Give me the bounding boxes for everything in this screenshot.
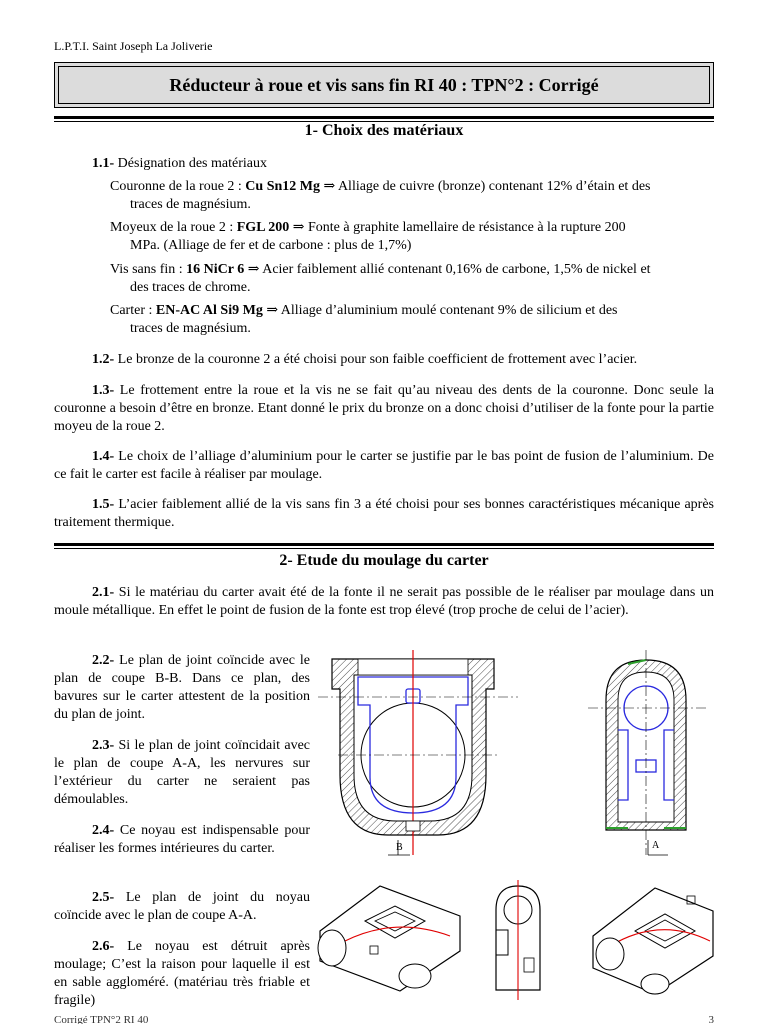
paragraph-number: 1.5- [92, 497, 115, 512]
paragraph-1-2 [54, 351, 714, 369]
paragraph-number: 1.1- [92, 156, 115, 171]
material-label: Moyeux de la roue 2 : [110, 220, 237, 235]
paragraph-1-1 [92, 155, 714, 173]
paragraph-number: 2.4- [92, 823, 115, 838]
paragraph-2-2 [54, 652, 310, 724]
page-number: 3 [708, 1014, 714, 1024]
paragraph-text: Le frottement entre la roue et la vis ne se fait qu’au niveau des dents de la couronne. Donc seule la couronne a besoin d’être en bronze. Etant donné le prix du bronze on a donc choisi d’utiliser de la fonte pour la partie moyeu de la roue 2. [54, 383, 714, 434]
material-desc: ⇒ Alliage d’aluminium moulé contenant 9% de silicium et des [262, 303, 618, 318]
material-desc-cont: traces de magnésium. [130, 197, 251, 212]
paragraph-1-3 [54, 382, 714, 436]
paragraph-text: Ce noyau est indispensable pour réaliser les formes intérieures du carter. [54, 823, 310, 856]
material-desc-cont: MPa. (Alliage de fer et de carbone : plus de 1,7%) [130, 238, 412, 253]
material-code: Cu Sn12 Mg [245, 179, 320, 194]
paragraph-text: Si le matériau du carter avait été de la fonte il ne serait pas possible de le réaliser par moulage dans un moule métallique. En effet le point de fusion de la fonte est trop élevé (trop proche de celui de l’acier). [54, 585, 714, 618]
core-isometric-right [585, 876, 720, 1001]
material-code: FGL 200 [236, 220, 290, 235]
material-label: Couronne de la roue 2 : [110, 179, 246, 194]
section-label-b: B [396, 842, 403, 853]
paragraph-text: Le choix de l’alliage d’aluminium pour le carter se justifie par le bas point de fusion de l’aluminium. De ce fait le carter est facile à réaliser par moulage. [54, 449, 714, 482]
core-isometric-left [310, 876, 470, 996]
material-item-carter [110, 302, 714, 338]
material-code: 16 NiCr 6 [186, 262, 245, 277]
paragraph-text: Le plan de joint du noyau coïncide avec le plan de coupe A-A. [54, 890, 310, 923]
paragraph-text: Le noyau est détruit après moulage; C’est la raison pour laquelle il est en sable aggloméré. (matériau très friable et fragile) [54, 939, 310, 1008]
material-item-vis [110, 261, 714, 297]
page-title: Réducteur à roue et vis sans fin RI 40 : TPN°2 : Corrigé [58, 66, 710, 104]
paragraph-2-1 [54, 584, 714, 620]
material-desc-cont: des traces de chrome. [130, 280, 251, 295]
paragraph-2-4 [54, 822, 310, 858]
section-rule [54, 548, 714, 549]
material-desc-cont: traces de magnésium. [130, 321, 251, 336]
paragraph-1-4 [54, 448, 714, 484]
paragraph-number: 2.6- [92, 939, 115, 954]
core-side-view [488, 880, 548, 1000]
material-item-moyeu [110, 219, 714, 255]
paragraph-2-5 [54, 889, 310, 925]
paragraph-text: L’acier faiblement allié de la vis sans fin 3 a été choisi pour ses bonnes caractéristiques mécanique après traitement thermique. [54, 497, 714, 530]
paragraph-text: Si le plan de joint coïncidait avec le plan de coupe A-A, les nervures sur l’extérieur du carter ne seraient pas démoulables. [54, 738, 310, 807]
section-1-heading: 1- Choix des matériaux [304, 122, 464, 139]
material-label: Vis sans fin : [110, 262, 187, 277]
section-rule [54, 543, 714, 546]
paragraph-2-3 [54, 737, 310, 809]
paragraph-1-5 [54, 496, 714, 532]
paragraph-number: 2.1- [92, 585, 115, 600]
material-desc: ⇒ Acier faiblement allié contenant 0,16% de carbone, 1,5% de nickel et [244, 262, 651, 277]
material-desc: ⇒ Fonte à graphite lamellaire de résistance à la rupture 200 [289, 220, 626, 235]
material-desc: ⇒ Alliage de cuivre (bronze) contenant 12% d’étain et des [319, 179, 651, 194]
section-label-a: A [652, 840, 660, 851]
paragraph-number: 1.3- [92, 383, 115, 398]
header-school: L.P.T.I. Saint Joseph La Joliverie [54, 39, 213, 53]
footer-text: Corrigé TPN°2 RI 40 [54, 1014, 149, 1024]
material-label: Carter : [110, 303, 156, 318]
paragraph-number: 2.5- [92, 890, 115, 905]
paragraph-number: 2.3- [92, 738, 115, 753]
title-box [54, 62, 714, 108]
section-2-heading: 2- Etude du moulage du carter [279, 552, 489, 569]
section-rule [54, 116, 714, 119]
paragraph-text: Désignation des matériaux [117, 156, 267, 171]
material-code: EN-AC Al Si9 Mg [155, 303, 263, 318]
paragraph-number: 1.4- [92, 449, 115, 464]
carter-side-section-drawing [588, 650, 713, 860]
paragraph-number: 1.2- [92, 352, 115, 367]
material-item-couronne [110, 178, 714, 214]
paragraph-2-6 [54, 938, 310, 1010]
page-footer [54, 1014, 714, 1024]
paragraph-text: Le bronze de la couronne 2 a été choisi pour son faible coefficient de frottement avec l’acier. [114, 352, 638, 367]
paragraph-number: 2.2- [92, 653, 115, 668]
paragraph-text: Le plan de joint coïncide avec le plan de coupe B-B. Dans ce plan, des bavures sur le carter attestent de la position du plan de joint. [54, 653, 310, 722]
carter-section-drawing [318, 645, 518, 860]
